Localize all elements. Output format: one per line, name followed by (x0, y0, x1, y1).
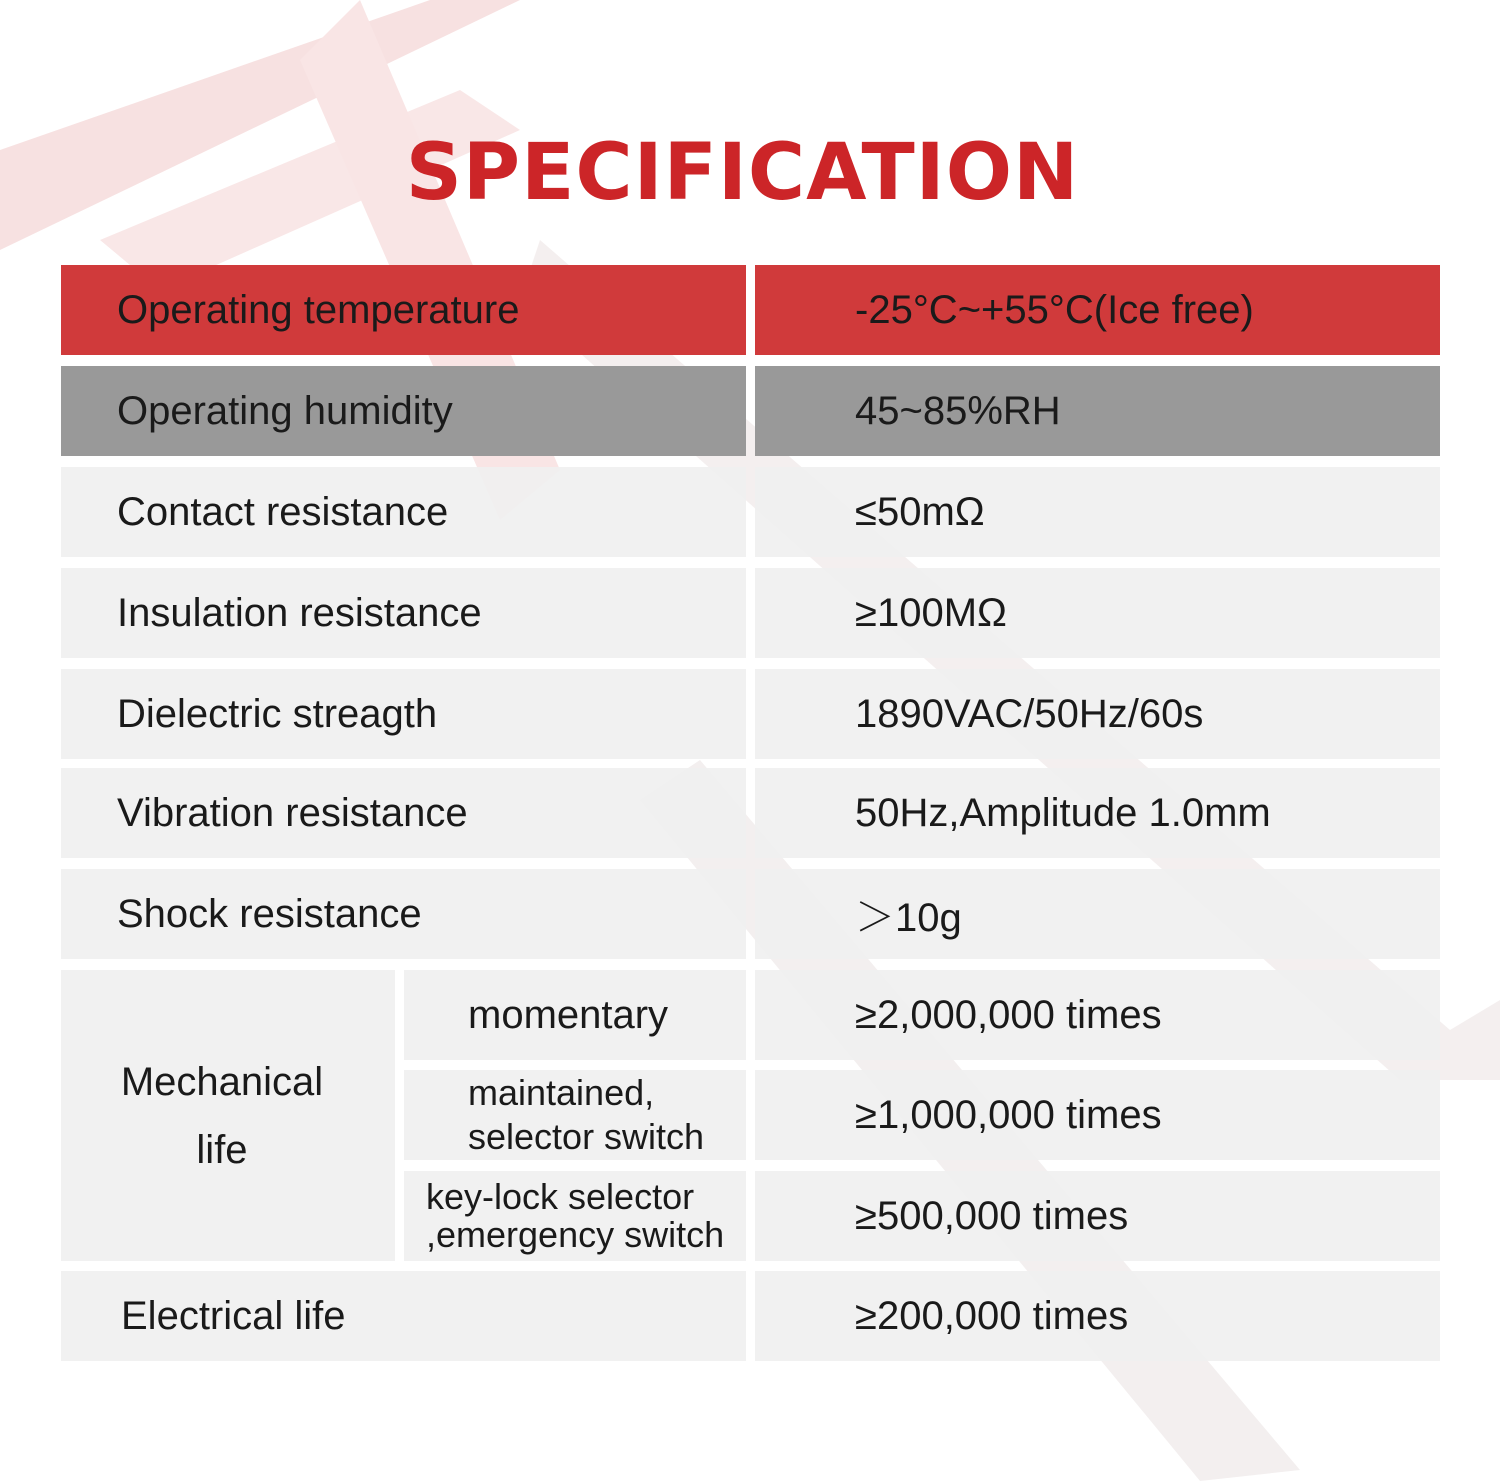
spec-value-operating-humidity (755, 366, 1440, 456)
spec-label-electrical-life (61, 1271, 746, 1361)
spec-value-shock-resistance (755, 869, 1440, 959)
spec-value-insulation-resistance (755, 568, 1440, 658)
spec-label-mechanical-life (61, 970, 395, 1261)
spec-value-text: ≤50mΩ (855, 489, 985, 534)
spec-value-text: 45~85%RH (855, 388, 1061, 433)
spec-value-operating-temperature (755, 265, 1440, 355)
spec-label-text: Insulation resistance (117, 590, 482, 635)
mechanical-type-key-lock (404, 1171, 746, 1261)
mechanical-type-maintained (404, 1070, 746, 1160)
spec-value-vibration-resistance (755, 768, 1440, 858)
spec-value-text: 1890VAC/50Hz/60s (855, 691, 1204, 736)
spec-value-text: ≥500,000 times (855, 1193, 1129, 1238)
mechanical-type-text-line2: selector switch (468, 1116, 705, 1157)
mechanical-value-key-lock (755, 1171, 1440, 1261)
spec-value-dielectric-strength (755, 669, 1440, 759)
mechanical-type-text-line1: key-lock selector (426, 1176, 695, 1217)
spec-label-vibration-resistance (61, 768, 746, 858)
mechanical-type-text-line1: maintained, (468, 1072, 655, 1113)
mechanical-type-text-line2: ,emergency switch (426, 1214, 725, 1255)
spec-value-text: ≥2,000,000 times (855, 992, 1162, 1037)
spec-label-text: Contact resistance (117, 489, 449, 534)
spec-label-text: Operating humidity (117, 388, 453, 433)
spec-label-operating-temperature (61, 265, 746, 355)
spec-value-text: -25°C~+55°C(Ice free) (855, 287, 1254, 332)
spec-value-text: ≥1,000,000 times (855, 1092, 1162, 1137)
mechanical-life-label-line1: Mechanical (120, 1059, 324, 1104)
spec-value-electrical-life (755, 1271, 1440, 1361)
spec-value-text: ≥100MΩ (855, 590, 1007, 635)
spec-label-insulation-resistance (61, 568, 746, 658)
spec-label-contact-resistance (61, 467, 746, 557)
spec-value-text: ＞10g (855, 895, 962, 940)
mechanical-value-maintained (755, 1070, 1440, 1160)
page-title: SPECIFICATION (405, 128, 1080, 218)
spec-label-text: Electrical life (121, 1293, 346, 1338)
spec-value-text: ≥200,000 times (855, 1293, 1129, 1338)
mechanical-type-momentary (404, 970, 746, 1060)
mechanical-life-label (121, 1048, 323, 1184)
spec-label-text: Vibration resistance (117, 790, 468, 835)
mechanical-value-momentary (755, 970, 1440, 1060)
spec-label-text: Shock resistance (117, 891, 422, 936)
mechanical-type-text: momentary (468, 992, 669, 1037)
spec-label-operating-humidity (61, 366, 746, 456)
spec-label-text: Dielectric streagth (117, 691, 438, 736)
spec-label-dielectric-strength (61, 669, 746, 759)
spec-value-text: 50Hz,Amplitude 1.0mm (855, 790, 1271, 835)
spec-value-contact-resistance (755, 467, 1440, 557)
spec-label-shock-resistance (61, 869, 746, 959)
spec-label-text: Operating temperature (117, 287, 520, 332)
mechanical-life-label-line2: life (196, 1127, 248, 1172)
